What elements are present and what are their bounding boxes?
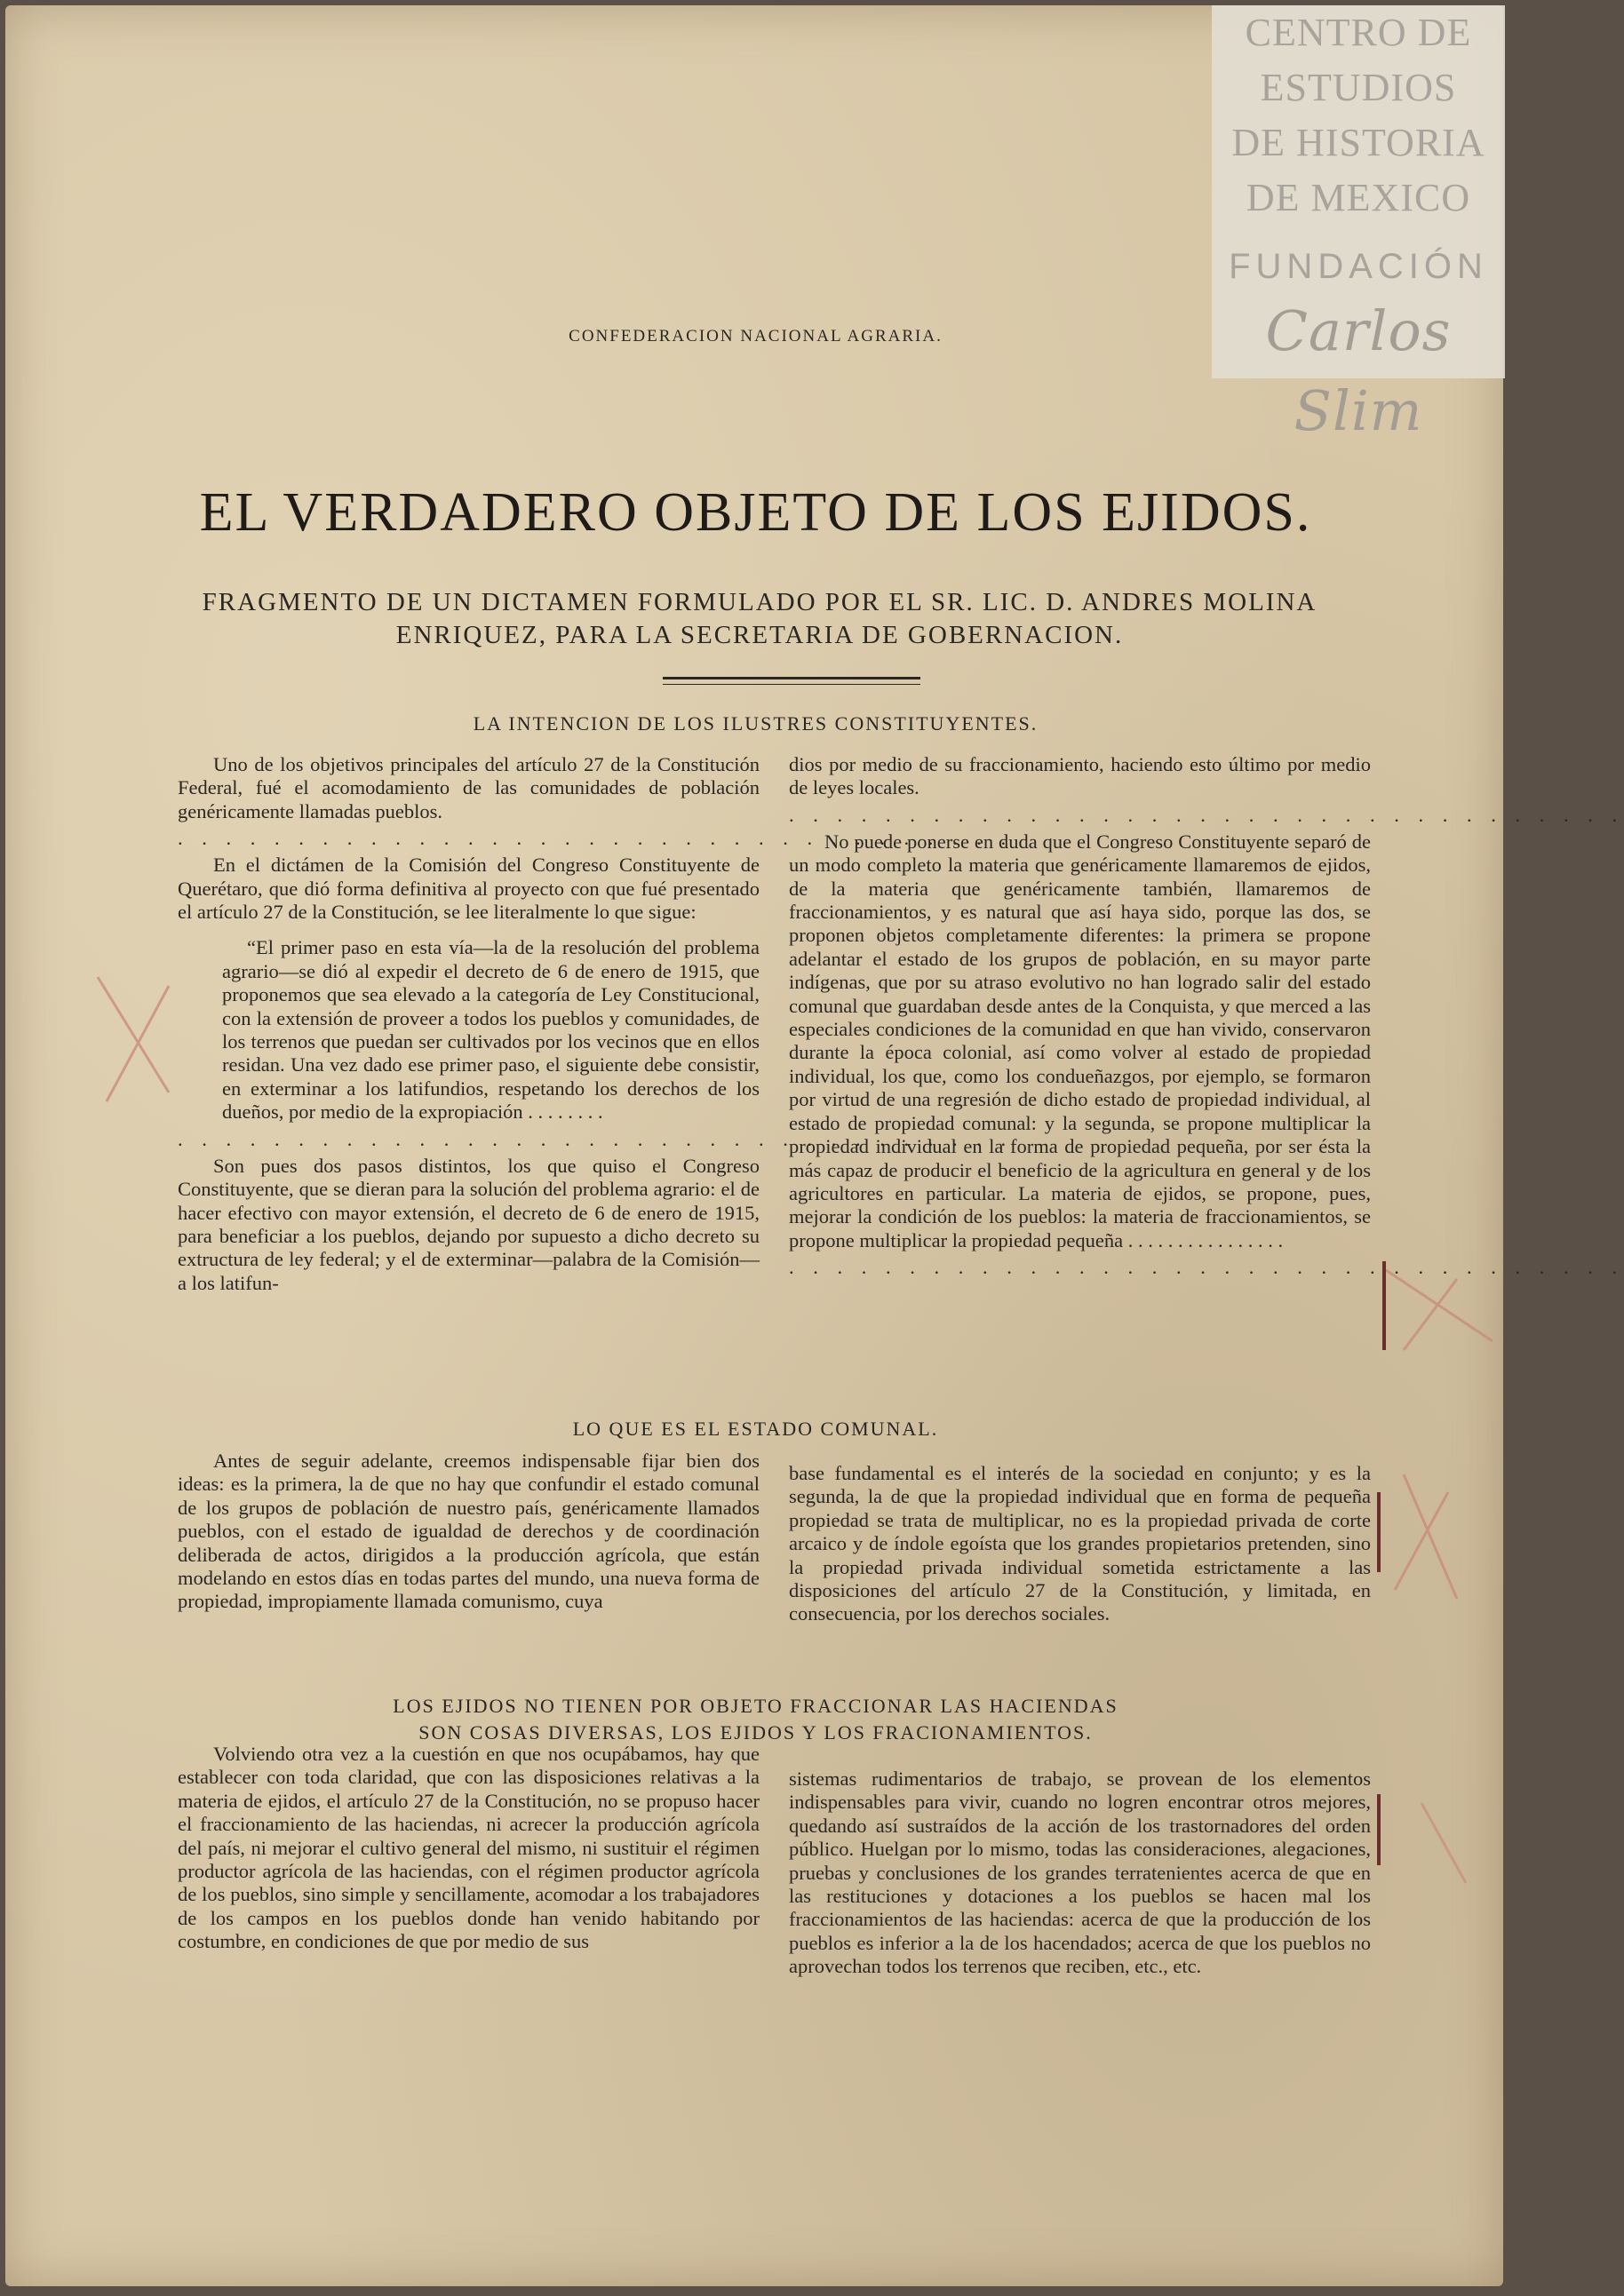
section-heading-line-1: LOS EJIDOS NO TIENEN POR OBJETO FRACCIONAR LAS HACIENDAS xyxy=(393,1695,1118,1717)
stamp-line: CENTRO DE xyxy=(1245,11,1472,54)
paragraph: Uno de los objetivos principales del artículo 27 de la Constitución Federal, fué el acomodamiento de las comunidades de población genéricamente llamadas pueblos. xyxy=(178,753,760,822)
paragraph: En el dictámen de la Comisión del Congreso Constituyente de Querétaro, que dió forma definitiva al proyecto con que fué presentado el artículo 27 de la Constitución, se lee literalmente lo que sigue: xyxy=(178,854,760,924)
stamp-signature: Carlos Slim xyxy=(1265,298,1452,443)
document-title: EL VERDADERO OBJETO DE LOS EJIDOS. xyxy=(199,482,1312,543)
stamp-line: DE MEXICO xyxy=(1246,176,1471,219)
section-2-left-column xyxy=(178,1450,760,1614)
stamp-line: ESTUDIOS xyxy=(1260,66,1457,109)
section-heading-estado-comunal: LO QUE ES EL ESTADO COMUNAL. xyxy=(572,1418,939,1440)
title-divider xyxy=(663,677,920,685)
ellipsis-line: . . . . . . . . . . . . . . . . . . . . . . . . . . . . . . . . . . . xyxy=(789,1256,1624,1279)
section-1-left-column xyxy=(178,753,1014,1295)
paragraph: Son pues dos pasos distintos, los que quiso el Congreso Constituyente, que se dieran para la solución del problema agrario: el de hacer efectivo con mayor extensión, el decreto de 6 de enero de 1915, para beneficiar a los pueblos, dejando por supuesto a dicho decreto su extructura de ley federal; y el de exterminar—palabra de la Comisión—a los latifun- xyxy=(178,1154,760,1294)
stamp-line: DE HISTORIA xyxy=(1231,121,1485,164)
section-heading-intencion: LA INTENCION DE LOS ILUSTRES CONSTITUYENTES. xyxy=(473,712,1039,735)
document-subtitle xyxy=(160,586,1359,652)
paragraph: Antes de seguir adelante, creemos indispensable fijar bien dos ideas: es la primera, la de que no hay que confundir el estado comunal de los grupos de población de nuestro país, genéricamente llamados pueblos, con el estado de igualdad de derechos y de coordinación deliberada de actos, dirigidos a la producción agrícola, que están modelando en estos días en todas partes del mundo, una nueva forma de propiedad, impropiamente llamada comunismo, cuya xyxy=(178,1450,760,1613)
subtitle-line-1: FRAGMENTO DE UN DICTAMEN FORMULADO POR EL SR. LIC. D. ANDRES MOLINA xyxy=(202,588,1318,616)
section-3-left-column xyxy=(178,1743,760,1954)
pencil-cross-mark-icon xyxy=(1368,1243,1501,1368)
pencil-cross-mark-icon xyxy=(80,959,187,1119)
pencil-mark-icon xyxy=(1368,1785,1475,1901)
section-heading-line-2: SON COSAS DIVERSAS, LOS EJIDOS Y LOS FRACIONAMIENTOS. xyxy=(418,1721,1093,1744)
paragraph: base fundamental es el interés de la sociedad en conjunto; y es la segunda, la de que la propiedad individual que en forma de pequeña propiedad se trata de multiplicar, no es la propiedad privada de corte arcaico y de índole egoísta que los grandes propietarios pretenden, sino la propiedad privada individual sometida estrictamente a las disposiciones del artículo 27 de la Constitución, y limitada, en consecuencia, por los derechos sociales. xyxy=(789,1462,1371,1625)
ellipsis-line: . . . . . . . . . . . . . . . . . . . . . . . . . . . . . . . . . . . xyxy=(178,827,1014,850)
paragraph: dios por medio de su fraccionamiento, haciendo esto último por medio de leyes locales. xyxy=(789,753,1371,799)
subtitle-line-2: ENRIQUEZ, PARA LA SECRETARIA DE GOBERNACION. xyxy=(395,621,1124,649)
section-1-right-column xyxy=(789,753,1624,1283)
section-heading-ejidos xyxy=(0,1693,1511,1746)
paragraph: No puede ponerse en duda que el Congreso Constituyente separó de un modo completo la materia que genéricamente llamaremos de ejidos, de la materia que genéricamente también, llamaremos de fraccionamientos, y es natural que así haya sido, porque las dos, se proponen objetos completamente diferentes: la primera se propone adelantar el estado de los grupos de población, en su mayor parte indígenas, que por su atraso evolutivo no han logrado salir del estado comunal que guardaban desde antes de la Conquista, y que merced a las especiales condiciones de la comunidad en que han vivido, conservaron durante la época colonial, así como volver al estado de propiedad individual, los que, como los condueñazgos, por ejemplo, se formaron por virtud de una regresión de dicho estado de propiedad individual, al estado de propiedad comunal: y la segunda, se propone multiplicar la propiedad individual en la forma de propiedad pequeña, por ser ésta la más capaz de producir el beneficio de la agricultura en general y de los agricultores en particular. La materia de ejidos, se propone, pues, mejorar la condición de los pueblos: la materia de fraccionamientos, se propone multiplicar la propiedad pequeña . . . . . . . . . . . . . . . . xyxy=(789,830,1371,1251)
archive-watermark-stamp xyxy=(1212,5,1505,443)
organization-header: CONFEDERACION NACIONAL AGRARIA. xyxy=(569,327,943,346)
paragraph: sistemas rudimentarios de trabajo, se provean de los elementos indispensables para vivir, cuando no logren encontrar otros mejores, quedando así sustraídos de la acción de los trastornadores del orden público. Huelgan por lo mismo, todas las consideraciones, alegaciones, pruebas y conclusiones de los grandes terratenientes acerca de que en las restituciones y dotaciones a los pueblos se hacen mal los fraccionamientos de las haciendas: acerca de que la producción de los pueblos es inferior a la de los hacendados; acerca de que los pueblos no aprovechan todos los terrenos que reciben, etc., etc. xyxy=(789,1768,1371,1978)
ellipsis-line: . . . . . . . . . . . . . . . . . . . . . . . . . . . . . . . . . . . xyxy=(178,1127,1014,1150)
stamp-foundation: FUNDACIÓN xyxy=(1229,247,1488,286)
pencil-cross-mark-icon xyxy=(1368,1457,1475,1617)
paragraph: Volviendo otra vez a la cuestión en que nos ocupábamos, hay que establecer con toda claridad, que con las disposiciones relativas a la materia de ejidos, el artículo 27 de la Constitución, no se propuso hacer el fraccionamiento de las haciendas, ni acrecer la producción agrícola del país, ni mejorar el cultivo general del mismo, ni sustituir el régimen productor agrícola de las haciendas, con el régimen productor agrícola de los pueblos, sino simple y sencillamente, acomodar a los trabajadores de los campos en los pueblos donde han venido habitando por costumbre, en condiciones de que por medio de sus xyxy=(178,1743,760,1953)
ellipsis-line: . . . . . . . . . . . . . . . . . . . . . . . . . . . . . . . . . . . xyxy=(789,803,1624,826)
section-3-right-column xyxy=(789,1768,1371,1979)
section-2-right-column xyxy=(789,1462,1371,1626)
quotation-block: “El primer paso en esta vía—la de la resolución del problema agrario—se dió al expedir el decreto de 6 de enero de 1915, que proponemos que sea elevado a la categoría de Ley Constitucional, con la extensión de proveer a todos los pueblos y comunidades, de los terrenos que puedan ser cultivados por los vecinos que en ellos residan. Una vez dado ese primer paso, el siguiente debe consistir, en exterminar a los latifundios, respetando los derechos de los dueños, por medio de la expropiación . . . . . . . . xyxy=(222,936,760,1124)
